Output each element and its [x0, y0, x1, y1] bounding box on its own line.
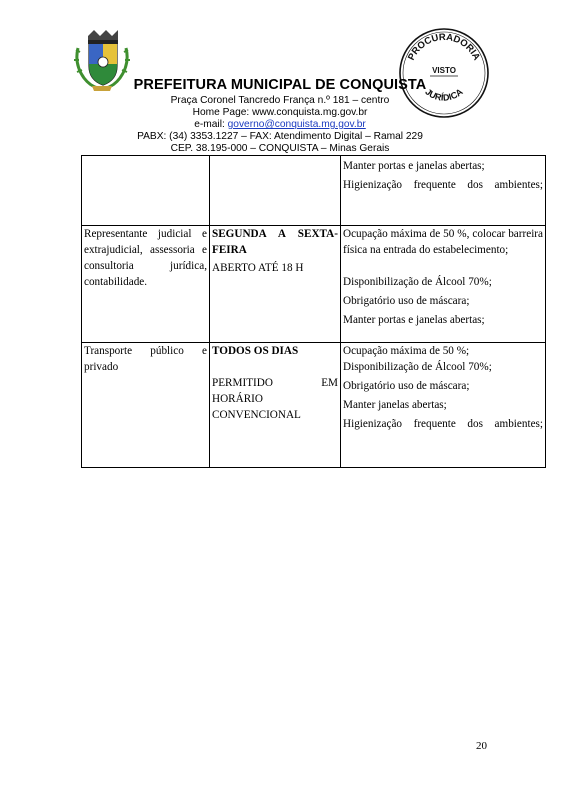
schedule-cell: [210, 156, 341, 226]
regulations-table: [81, 155, 546, 468]
rule-item: Ocupação máxima de 50 %, colocar barreira física na entrada do estabelecimento;: [343, 228, 543, 256]
email-link[interactable]: governo@conquista.mg.gov.br: [227, 119, 366, 130]
page-title: PREFEITURA MUNICIPAL DE CONQUISTA: [133, 77, 427, 93]
rule-item: Ocupação máxima de 50 %;: [343, 345, 470, 357]
rules-cell: [341, 226, 546, 343]
schedule-note: PERMITIDO EM HORÁRIO CONVENCIONAL: [212, 377, 338, 421]
table-row: [82, 226, 546, 343]
stamp-bottom-text: JURÍDICA: [423, 86, 465, 103]
rule-item: Manter portas e janelas abertas;: [343, 314, 485, 326]
header-homepage: Home Page: www.conquista.mg.gov.br: [192, 107, 368, 118]
schedule-note: ABERTO ATÉ 18 H: [212, 262, 304, 274]
rule-item: Disponibilização de Álcool 70%;: [343, 276, 492, 288]
activity-cell: Transporte público e privado: [82, 343, 210, 468]
schedule-cell: [210, 343, 341, 468]
schedule-title: SEGUNDA A SEXTA-FEIRA: [212, 228, 338, 256]
rule-item: Manter janelas abertas;: [343, 399, 447, 411]
stamp-center-text: VISTO: [432, 66, 456, 75]
rule-item: Disponibilização de Álcool 70%;: [343, 361, 492, 373]
header-cep: CEP. 38.195-000 – CONQUISTA – Minas Gerais: [170, 143, 390, 154]
activity-cell: [82, 156, 210, 226]
rule-item: Higienização frequente dos ambientes;: [343, 418, 543, 430]
rule-item: Higienização frequente dos ambientes;: [343, 179, 543, 191]
table-row: [82, 343, 546, 468]
header-email-line: [60, 119, 500, 131]
schedule-title: TODOS OS DIAS: [212, 345, 299, 357]
stamp-top-text: PROCURADORIA: [406, 31, 482, 63]
activity-cell: Representante judicial e extrajudicial, assessoria e consultoria jurídica, contabilidade.: [82, 226, 210, 343]
email-label: e-mail:: [194, 119, 228, 130]
header-address: Praça Coronel Tancredo França n.º 181 – centro: [170, 95, 390, 106]
schedule-cell: [210, 226, 341, 343]
svg-text:PROCURADORIA: [406, 32, 482, 62]
header-phone: PABX: (34) 3353.1227 – FAX: Atendimento Digital – Ramal 229: [137, 131, 423, 142]
rule-item: Manter portas e janelas abertas;: [343, 160, 485, 172]
table-row: [82, 156, 546, 226]
rules-cell: [341, 156, 546, 226]
rule-item: Obrigatório uso de máscara;: [343, 380, 470, 392]
rule-item: Obrigatório uso de máscara;: [343, 295, 470, 307]
page-number: 20: [476, 740, 487, 752]
rules-cell: [341, 343, 546, 468]
